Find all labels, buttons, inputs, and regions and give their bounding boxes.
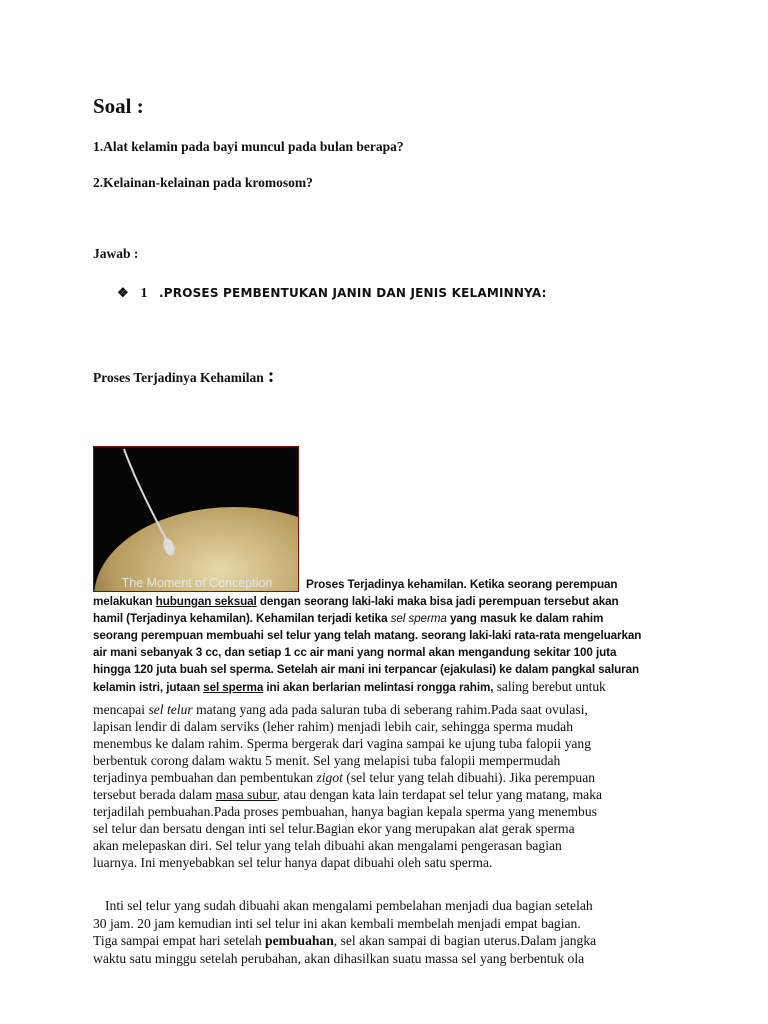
subsection-title (93, 365, 274, 388)
text-run: , sel akan sampai di bagian uterus.Dalam jangka (333, 933, 597, 948)
text-run: kelamin istri, jutaan (93, 681, 204, 694)
link-sel-sperma[interactable]: sel sperma (203, 681, 264, 694)
text-line: hingga 120 juta buah sel sperma. Setelah air mani ini terpancar (ejakulasi) ke dalam pangkal saluran (93, 663, 640, 676)
text-line: seorang perempuan membuahi sel telur yang telah matang. seorang laki-laki rata-rata mengeluarkan (93, 629, 642, 642)
text-line: Inti sel telur yang sudah dibuahi akan mengalami pembelahan menjadi dua bagian setelah (105, 898, 593, 913)
text-run: melakukan (93, 595, 156, 608)
text-run: , atau dengan kata lain terdapat sel telur yang matang, maka (276, 787, 603, 802)
question-1: 1.Alat kelamin pada bayi muncul pada bulan berapa? (93, 139, 404, 154)
section-heading: .PROSES PEMBENTUKAN JANIN DAN JENIS KELAMINNYA: (159, 286, 547, 300)
italic-term: sel sperma (390, 612, 447, 625)
paragraph-2 (93, 897, 675, 967)
text-line: sel telur dan bersatu dengan inti sel telur.Bagian ekor yang merupakan alat gerak sperma (93, 821, 575, 836)
text-line: Proses Terjadinya kehamilan. Ketika seorang perempuan (306, 578, 618, 591)
italic-term: zigot (316, 770, 343, 785)
text-line (93, 701, 675, 718)
text-line (93, 610, 675, 627)
text-run: (sel telur yang telah dibuahi). Jika perempuan (342, 770, 596, 785)
text-line (93, 678, 675, 696)
answer-label: Jawab : (93, 246, 139, 261)
text-line: akan melepaskan diri. Sel telur yang telah dibuahi akan mengalami pengerasan bagian (93, 838, 562, 853)
text-run: terjadinya pembuahan dan pembentukan (93, 770, 317, 785)
bullet-heading (117, 285, 547, 302)
text-line: berbentuk corong dalam waktu 5 menit. Sel yang melapisi tuba falopii mempermudah (93, 753, 561, 768)
bold-term: pembuahan (265, 933, 334, 948)
text-run: matang yang ada pada saluran tuba di seberang rahim.Pada saat ovulasi, (192, 702, 588, 717)
diamond-bullet-icon: ❖ (117, 285, 129, 300)
paragraph-1-serif (93, 701, 675, 871)
text-run: Tiga sampai empat hari setelah (93, 933, 266, 948)
text-line (93, 769, 675, 786)
paragraph-1-sans (93, 576, 675, 696)
italic-term: sel telur (148, 702, 193, 717)
conception-illustration (94, 447, 299, 592)
text-run: yang masuk ke dalam rahim (446, 612, 604, 625)
text-line: 30 jam. 20 jam kemudian inti sel telur ini akan kembali membelah menjadi empat bagian. (93, 915, 581, 931)
text-line (93, 593, 675, 610)
text-line: waktu satu minggu setelah perubahan, akan dihasilkan suatu massa sel yang berbentuk ola (93, 950, 585, 966)
text-run: saling berebut untuk (493, 679, 606, 694)
text-line: lapisan lendir di dalam serviks (leher rahim) menjadi lebih cair, sehingga sperma mudah (93, 719, 573, 734)
text-run: ini akan berlarian melintasi rongga rahim, (263, 681, 494, 694)
text-line: terjadilah pembuahan.Pada proses pembuahan, hanya bagian kepala sperma yang menembus (93, 804, 597, 819)
conception-image (93, 446, 299, 592)
page-title: Soal : (93, 94, 144, 118)
text-line: air mani sebanyak 3 cc, dan setiap 1 cc air mani yang normal akan mengandung sekitar 100 juta (93, 646, 617, 659)
link-hubungan-seksual[interactable]: hubungan seksual (155, 595, 257, 608)
subsection-title-colon: : (267, 365, 275, 387)
image-caption: The Moment of Conception (121, 576, 273, 590)
text-line: menembus ke dalam rahim. Sperma bergerak dari vagina sampai ke ujung tuba falopii yang (93, 736, 592, 751)
bullet-number: 1 (140, 286, 148, 301)
question-2: 2.Kelainan-kelainan pada kromosom? (93, 175, 313, 190)
text-run: dengan seorang laki-laki maka bisa jadi perempuan tersebut akan (256, 595, 619, 608)
subsection-title-text: Proses Terjadinya Kehamilan (93, 370, 264, 385)
link-masa-subur[interactable]: masa subur (215, 787, 277, 802)
text-run: hamil (Terjadinya kehamilan). Kehamilan terjadi ketika (93, 612, 391, 625)
text-line: luarnya. Ini menyebabkan sel telur hanya dapat dibuahi oleh satu sperma. (93, 855, 493, 870)
text-line (93, 786, 675, 803)
text-run: mencapai (93, 702, 149, 717)
text-line (93, 932, 675, 950)
text-run: tersebut berada dalam (93, 787, 216, 802)
